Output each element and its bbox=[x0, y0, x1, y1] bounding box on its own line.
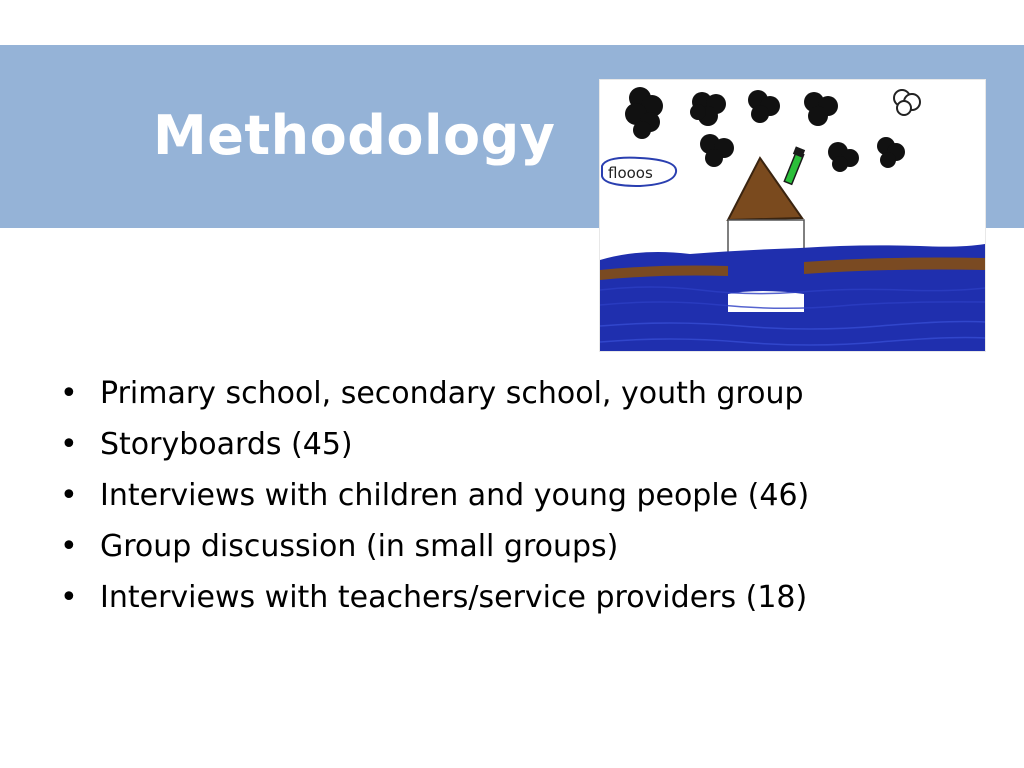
list-item bbox=[58, 368, 1008, 419]
list-item-text: Primary school, secondary school, youth group bbox=[100, 376, 804, 411]
list-item-text: Storyboards (45) bbox=[100, 427, 353, 462]
list-item bbox=[58, 521, 1008, 572]
bullet-dot: • bbox=[60, 580, 78, 615]
bullet-dot: • bbox=[60, 529, 78, 564]
bullet-dot: • bbox=[60, 376, 78, 411]
list-item-text: Group discussion (in small groups) bbox=[100, 529, 619, 564]
methodology-list bbox=[58, 368, 1008, 623]
list-item-text: Interviews with teachers/service providers (18) bbox=[100, 580, 808, 615]
floods-label-text: flooos bbox=[608, 164, 653, 182]
floods-label bbox=[602, 158, 676, 186]
slide-title: Methodology bbox=[153, 104, 556, 167]
bullet-dot: • bbox=[60, 478, 78, 513]
list-item bbox=[58, 572, 1008, 623]
child-drawing-image bbox=[600, 80, 985, 351]
list-item-text: Interviews with children and young people (46) bbox=[100, 478, 810, 513]
drawing-svg bbox=[600, 80, 985, 351]
list-item bbox=[58, 419, 1008, 470]
bullet-dot: • bbox=[60, 427, 78, 462]
list-item bbox=[58, 470, 1008, 521]
